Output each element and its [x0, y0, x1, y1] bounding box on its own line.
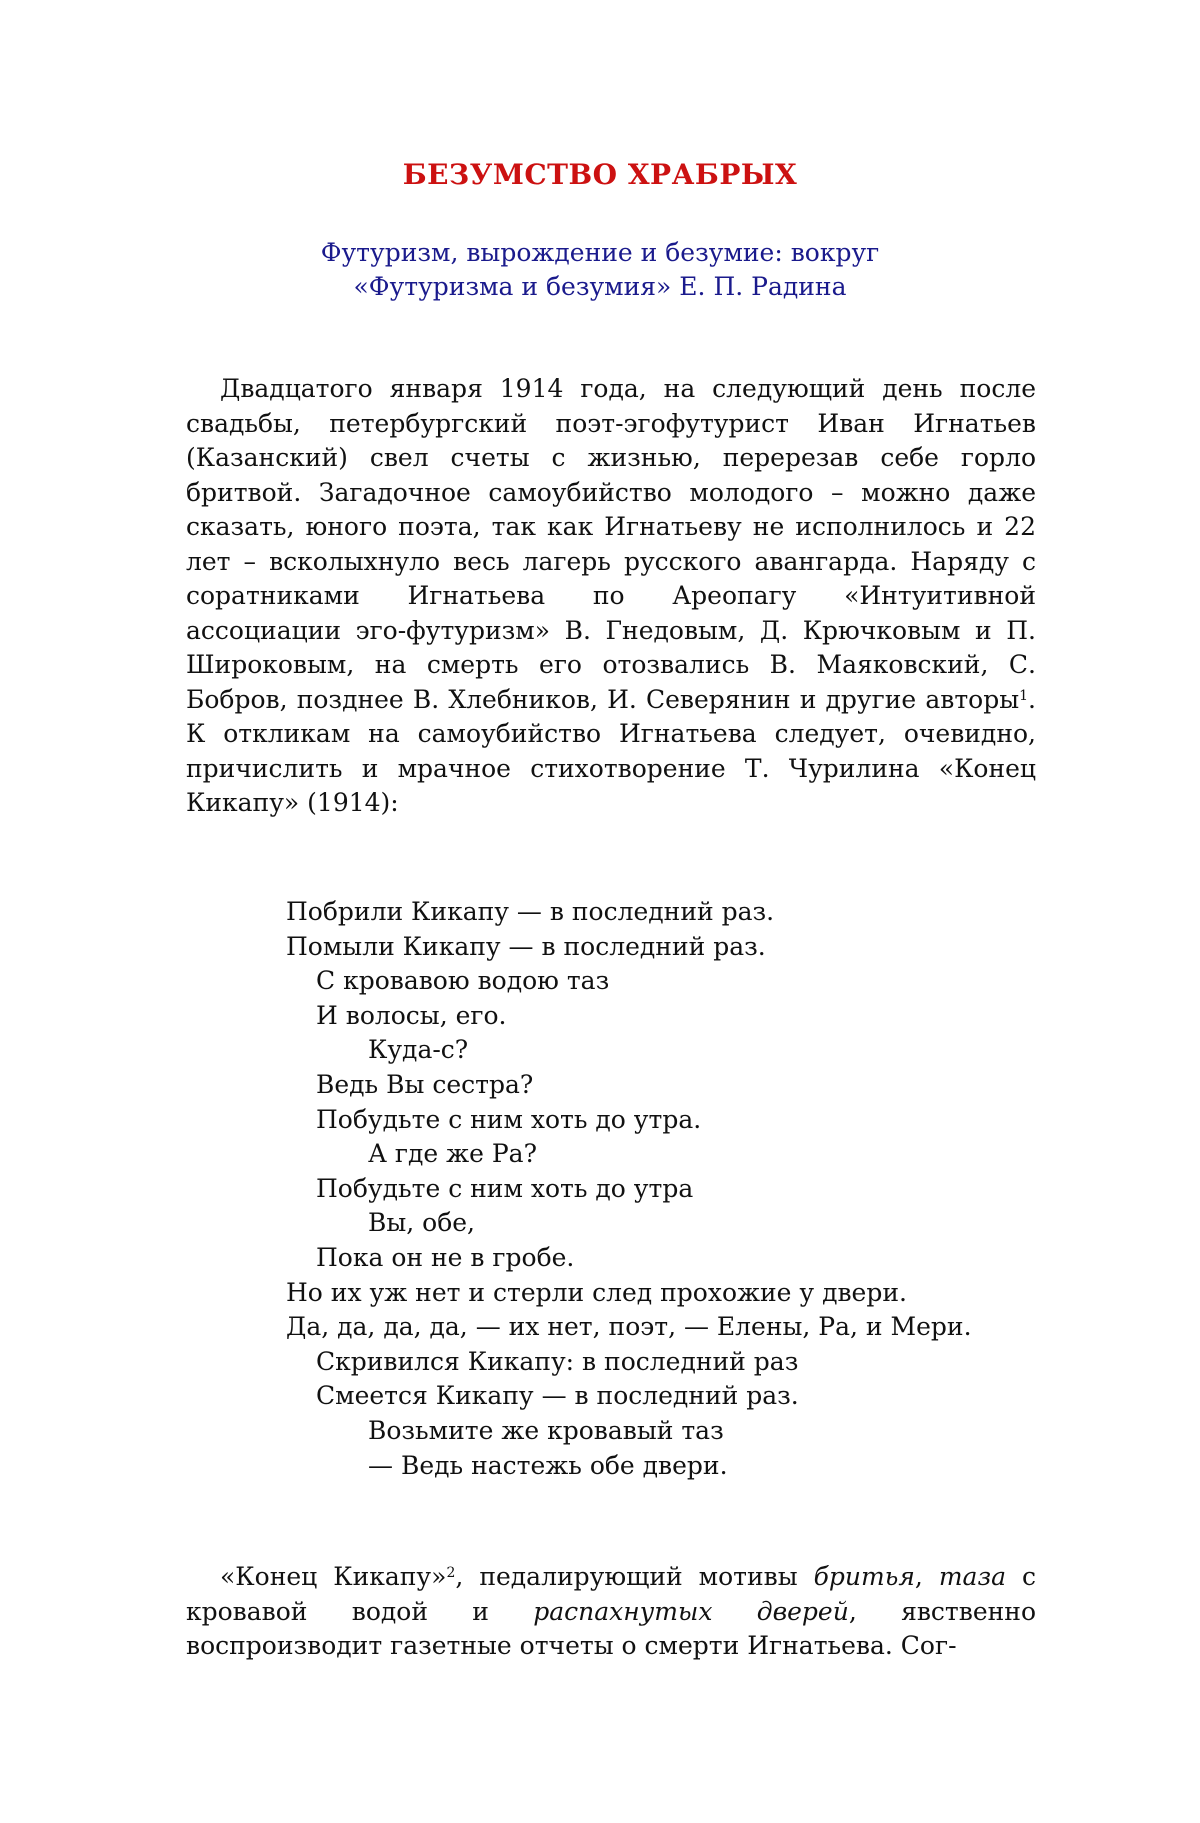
- italic-term: таза: [938, 1562, 1006, 1591]
- chapter-subtitle: [0, 236, 1200, 304]
- paragraph-text: «Конец Кикапу»: [220, 1562, 447, 1591]
- footnote-marker[interactable]: 2: [446, 1565, 456, 1581]
- paragraph-intro: [186, 372, 1036, 821]
- subtitle-line: Футуризм, вырождение и безумие: вокруг: [320, 238, 880, 267]
- poem-line: Ведь Вы сестра?: [316, 1069, 534, 1099]
- paragraph-text: ,: [914, 1562, 939, 1591]
- poem-line: Возьмите же кровавый таз: [368, 1415, 724, 1445]
- poem-line: Смеется Кикапу — в последний раз.: [316, 1381, 799, 1411]
- italic-term: бритья: [813, 1562, 915, 1591]
- paragraph-analysis: [186, 1560, 1036, 1664]
- poem-line: Но их уж нет и стерли след прохожие у двери.: [286, 1277, 907, 1307]
- poem-line: — Ведь настежь обе двери.: [368, 1450, 728, 1480]
- paragraph-text: с кровавой водой и: [186, 1562, 1036, 1626]
- poem-block: [286, 895, 972, 1483]
- poem-line: Вы, обе,: [368, 1208, 476, 1238]
- poem-line: Побудьте с ним хоть до утра: [316, 1173, 694, 1203]
- chapter-title: БЕЗУМСТВО ХРАБРЫХ: [402, 158, 798, 191]
- poem-line: С кровавою водою таз: [316, 966, 610, 996]
- paragraph-text: . К откликам на самоубийство Игнатьева следует, очевидно, причислить и мрачное стихотворение Т. Чурилина «Конец Кикапу» (1914):: [186, 684, 1036, 817]
- paragraph-text: , педалирующий мотивы: [455, 1562, 814, 1591]
- paragraph-text: Двадцатого января 1914 года, на следующий день после свадьбы, петербургский поэт-эгофутурист Иван Игнатьев (Казанский) свел счеты с жизнью, перерезав себе горло бритвой. Загадочное самоубийство молодого – можно даже сказать, юного поэта, так как Игнатьеву не исполнилось и 22 лет – всколыхнуло весь лагерь русского авангарда. Наряду с соратниками Игнатьева по Ареопагу «Интуитивной ассоциации эго-футуризм» В. Гнедовым, Д. Крючковым и П. Широковым, на смерть его отозвались В. Маяковский, С. Бобров, позднее В. Хлебников, И. Северянин и другие авторы: [186, 374, 1036, 714]
- poem-line: Да, да, да, да, — их нет, поэт, — Елены, Ра, и Мери.: [286, 1312, 972, 1342]
- paragraph-text: , явственно воспроизводит газетные отчеты о смерти Игнатьева. Сог-: [186, 1596, 1036, 1660]
- italic-term: распахнутых дверей: [533, 1596, 849, 1626]
- poem-line: Помыли Кикапу — в последний раз.: [286, 931, 766, 961]
- poem-line: Побудьте с ним хоть до утра.: [316, 1104, 702, 1134]
- poem-line: И волосы, его.: [316, 1000, 507, 1030]
- poem-line: Побрили Кикапу — в последний раз.: [286, 897, 775, 926]
- poem-line: Куда-с?: [368, 1035, 469, 1065]
- poem-line: А где же Ра?: [368, 1139, 537, 1169]
- poem-line: Скривился Кикапу: в последний раз: [316, 1346, 799, 1376]
- subtitle-line: «Футуризма и безумия» Е. П. Радина: [353, 272, 847, 301]
- poem-line: Пока он не в гробе.: [316, 1242, 575, 1272]
- footnote-marker[interactable]: 1: [1019, 687, 1029, 704]
